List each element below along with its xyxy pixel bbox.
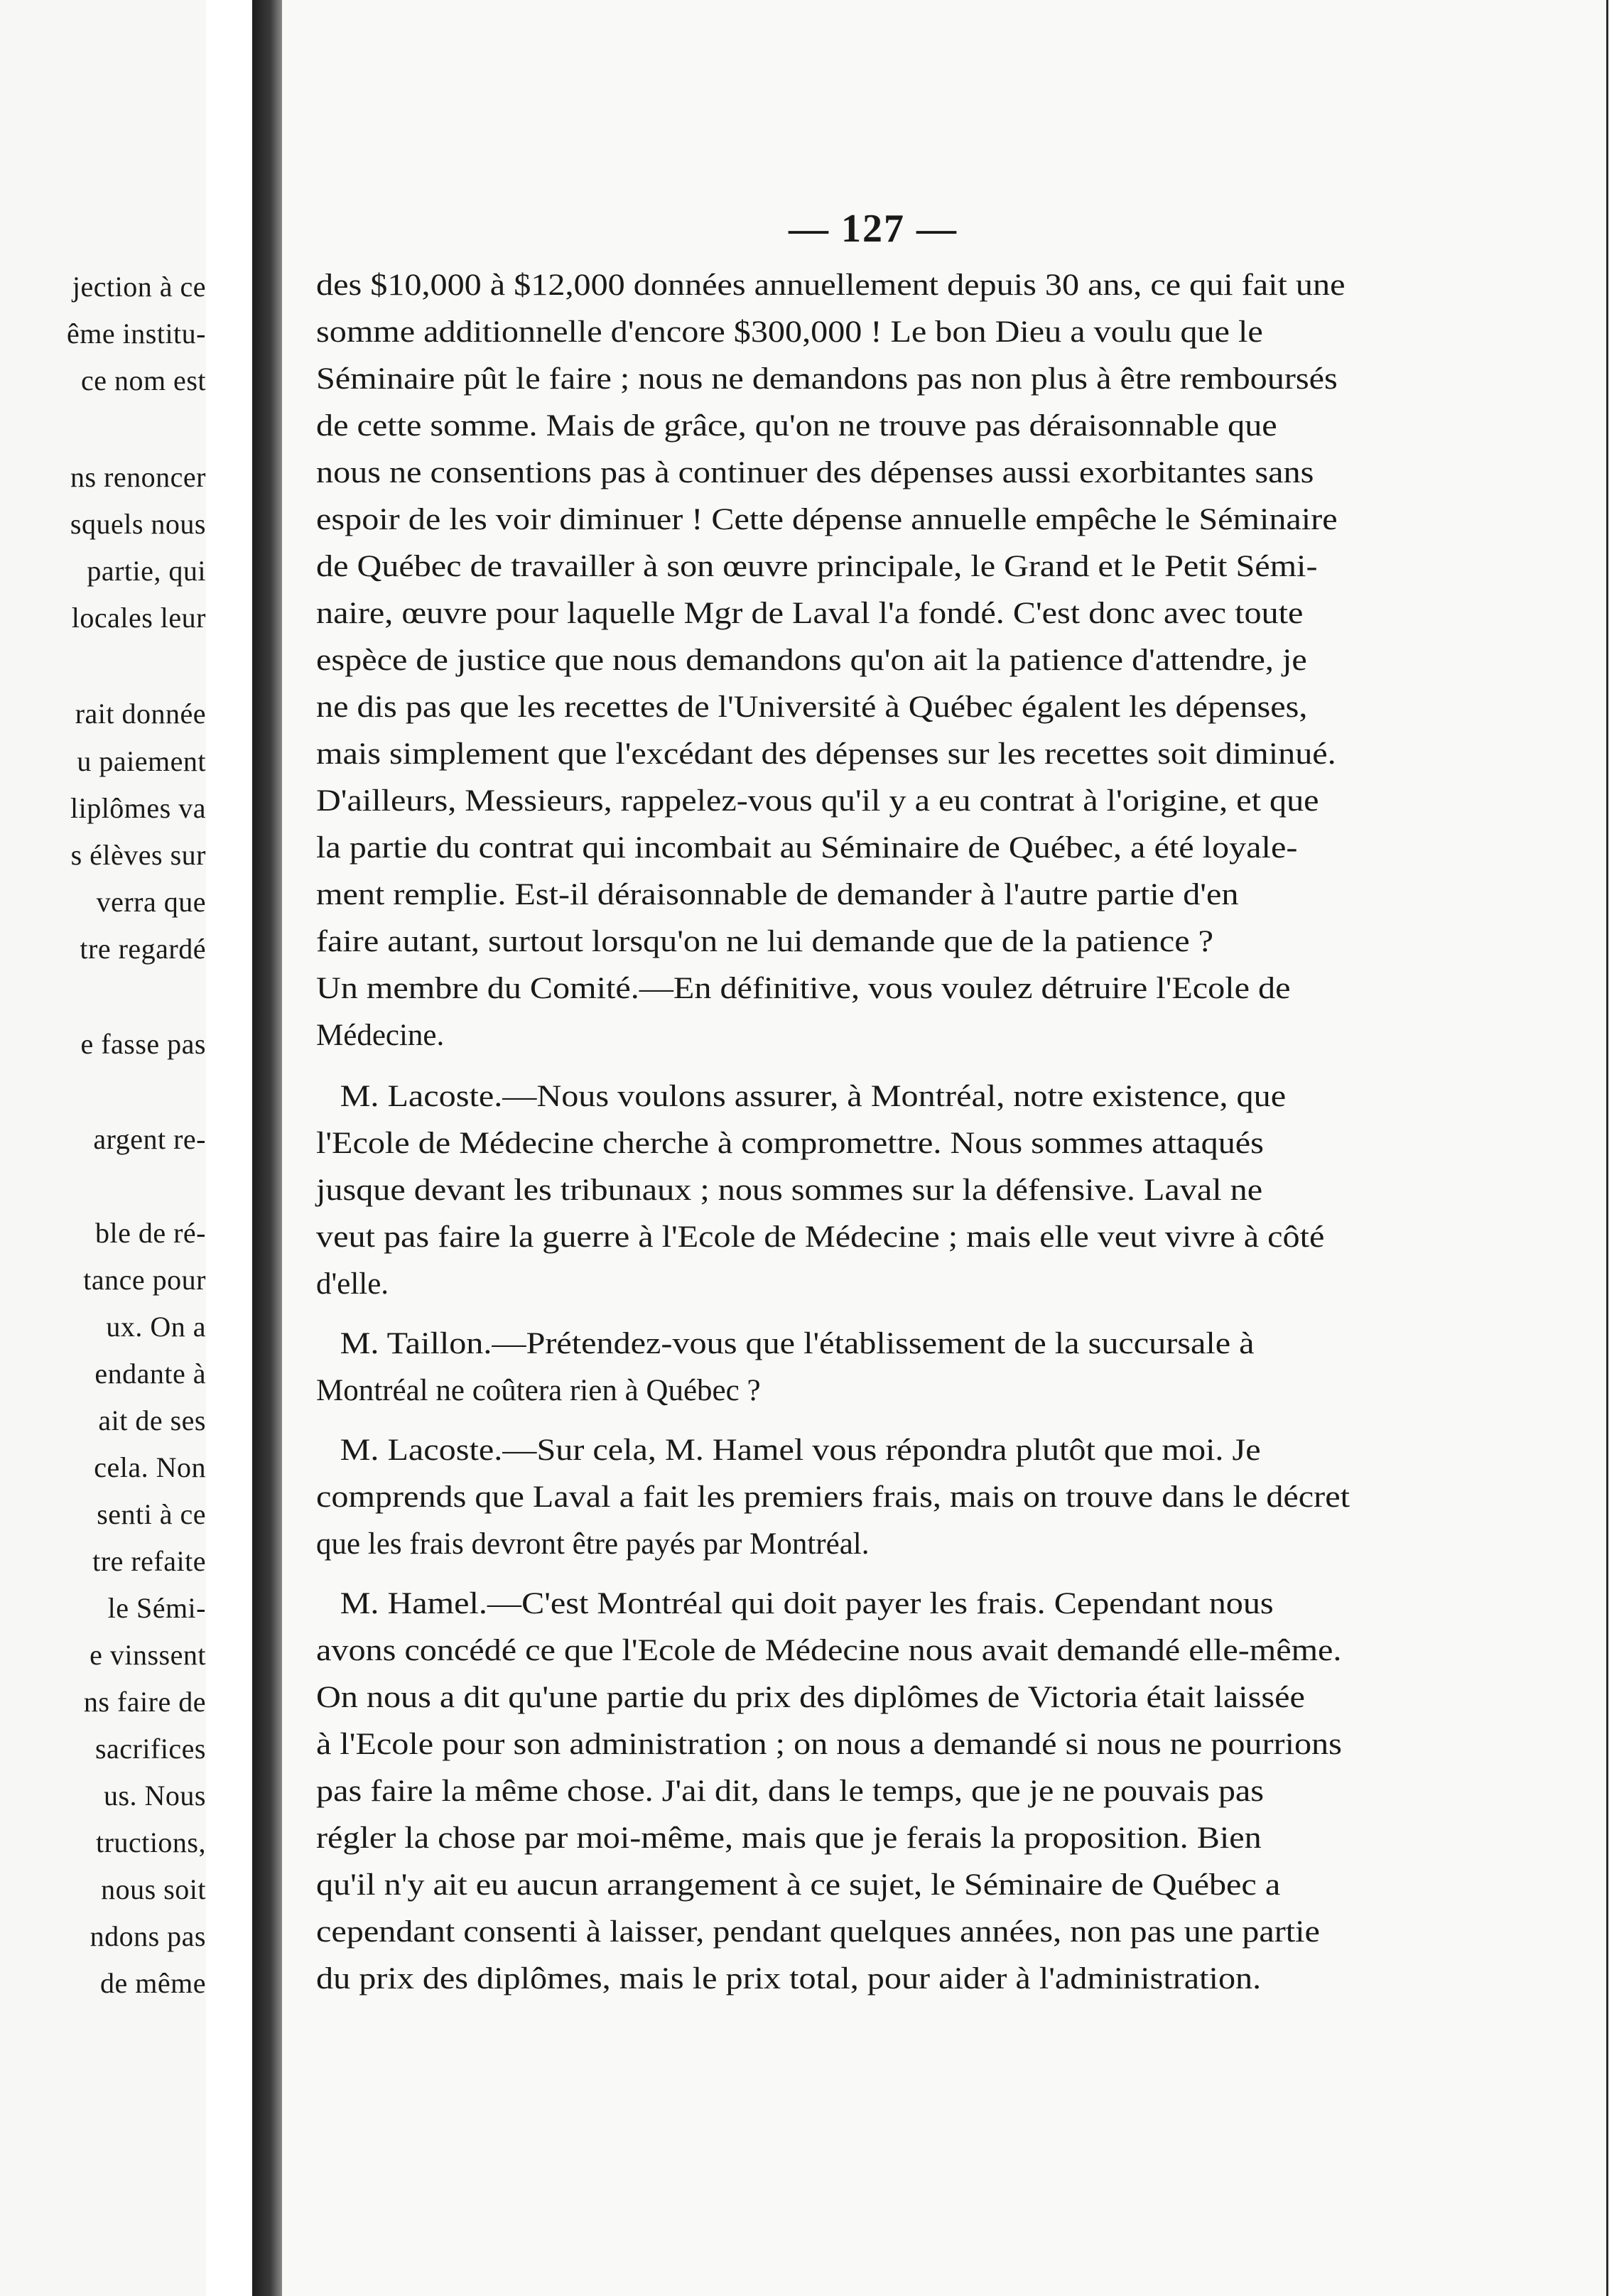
text-line: ne dis pas que les recettes de l'Université à Québec égalent les dépenses, <box>316 691 1308 724</box>
text-line: On nous a dit qu'une partie du prix des diplômes de Victoria était laissée <box>316 1681 1305 1714</box>
text-line: espoir de les voir diminuer ! Cette dépense annuelle empêche le Séminaire <box>316 503 1338 536</box>
left-fragment: ns faire de <box>83 1686 206 1718</box>
left-fragment: ux. On a <box>106 1311 206 1343</box>
text-line: avons concédé ce que l'Ecole de Médecine nous avait demandé elle-même. <box>316 1634 1342 1667</box>
left-fragment: senti à ce <box>97 1498 206 1530</box>
left-fragment: s élèves sur <box>70 839 206 871</box>
left-fragment: u paiement <box>77 745 206 777</box>
text-line: Montréal ne coûtera rien à Québec ? <box>316 1374 761 1407</box>
left-fragment: ndons pas <box>90 1920 206 1952</box>
text-line: d'elle. <box>316 1267 389 1301</box>
left-fragment: ble de ré- <box>94 1217 206 1249</box>
text-line: naire, œuvre pour laquelle Mgr de Laval l'a fondé. C'est donc avec toute <box>316 597 1304 630</box>
left-fragment: us. Nous <box>103 1780 206 1812</box>
text-line: veut pas faire la guerre à l'Ecole de Médecine ; mais elle veut vivre à côté <box>316 1220 1325 1254</box>
text-line: comprends que Laval a fait les premiers frais, mais on trouve dans le décret <box>316 1480 1350 1514</box>
text-line: faire autant, surtout lorsqu'on ne lui demande que de la patience ? <box>316 925 1214 958</box>
page-number: — 127 — <box>789 207 958 251</box>
text-line: Séminaire pût le faire ; nous ne demandons pas non plus à être remboursés <box>316 362 1338 396</box>
left-fragment: cela. Non <box>94 1451 206 1483</box>
left-fragment: ême institu- <box>67 318 206 350</box>
text-line: l'Ecole de Médecine cherche à compromettre. Nous sommes attaqués <box>316 1127 1264 1160</box>
left-fragment: locales leur <box>71 602 206 634</box>
left-fragment: partie, qui <box>87 555 206 587</box>
left-fragment: de même <box>100 1967 206 1999</box>
text-line: somme additionnelle d'encore $300,000 ! Le bon Dieu a voulu que le <box>316 315 1263 349</box>
text-line: du prix des diplômes, mais le prix total, pour aider à l'administration. <box>316 1962 1262 1996</box>
left-fragment: ce nom est <box>80 364 206 396</box>
book-gutter <box>252 0 282 2296</box>
text-line: nous ne consentions pas à continuer des dépenses aussi exorbitantes sans <box>316 456 1314 489</box>
left-fragment: jection à ce <box>72 271 206 303</box>
text-line: la partie du contrat qui incombait au Séminaire de Québec, a été loyale- <box>316 831 1298 865</box>
text-line: M. Lacoste.—Nous voulons assurer, à Montréal, notre existence, que <box>340 1080 1287 1113</box>
text-line: des $10,000 à $12,000 données annuellement depuis 30 ans, ce qui fait une <box>316 269 1346 302</box>
left-fragment: endante à <box>94 1358 206 1390</box>
left-fragment: tructions, <box>96 1826 206 1858</box>
text-line: régler la chose par moi-même, mais que je ferais la proposition. Bien <box>316 1821 1262 1855</box>
left-fragment: argent re- <box>93 1123 206 1155</box>
left-fragment: nous soit <box>101 1873 206 1905</box>
text-line: M. Lacoste.—Sur cela, M. Hamel vous répondra plutôt que moi. Je <box>340 1434 1261 1467</box>
left-fragment: tance pour <box>83 1264 206 1296</box>
left-fragment: ns renoncer <box>70 461 206 493</box>
text-line: pas faire la même chose. J'ai dit, dans le temps, que je ne pouvais pas <box>316 1775 1265 1808</box>
left-fragment: e vinssent <box>90 1639 206 1671</box>
left-fragment: liplômes va <box>70 792 206 824</box>
right-page-edge <box>1606 0 1624 2296</box>
text-line: de Québec de travailler à son œuvre principale, le Grand et le Petit Sémi- <box>316 550 1318 583</box>
text-line: Médecine. <box>316 1019 445 1052</box>
text-line: mais simplement que l'excédant des dépenses sur les recettes soit diminué. <box>316 737 1336 771</box>
left-fragment: verra que <box>96 886 206 918</box>
text-line: espèce de justice que nous demandons qu'on ait la patience d'attendre, je <box>316 644 1307 677</box>
left-fragment: rait donnée <box>75 698 206 730</box>
text-line: de cette somme. Mais de grâce, qu'on ne trouve pas déraisonnable que <box>316 409 1277 443</box>
left-fragment: squels nous <box>70 508 206 540</box>
text-line: D'ailleurs, Messieurs, rappelez-vous qu'il y a eu contrat à l'origine, et que <box>316 784 1319 818</box>
text-line: à l'Ecole pour son administration ; on nous a demandé si nous ne pourrions <box>316 1728 1342 1761</box>
text-line: qu'il n'y ait eu aucun arrangement à ce sujet, le Séminaire de Québec a <box>316 1868 1281 1902</box>
text-line: cependant consenti à laisser, pendant quelques années, non pas une partie <box>316 1915 1320 1949</box>
left-facing-page <box>0 0 206 2296</box>
text-line: Un membre du Comité.—En définitive, vous voulez détruire l'Ecole de <box>316 972 1291 1005</box>
left-fragment: tre regardé <box>80 933 206 965</box>
text-line: que les frais devront être payés par Montréal. <box>316 1527 870 1561</box>
text-line: ment remplie. Est-il déraisonnable de demander à l'autre partie d'en <box>316 878 1239 911</box>
text-line: M. Hamel.—C'est Montréal qui doit payer les frais. Cependant nous <box>340 1587 1274 1620</box>
left-fragment: sacrifices <box>94 1733 206 1765</box>
page-edge <box>206 0 219 2296</box>
left-fragment: le Sémi- <box>107 1592 206 1624</box>
text-line: M. Taillon.—Prétendez-vous que l'établissement de la succursale à <box>340 1327 1255 1360</box>
left-fragment: tre refaite <box>92 1545 206 1577</box>
left-fragment: ait de ses <box>98 1404 206 1436</box>
left-fragment: e fasse pas <box>80 1028 206 1060</box>
text-line: jusque devant les tribunaux ; nous sommes sur la défensive. Laval ne <box>316 1174 1263 1207</box>
